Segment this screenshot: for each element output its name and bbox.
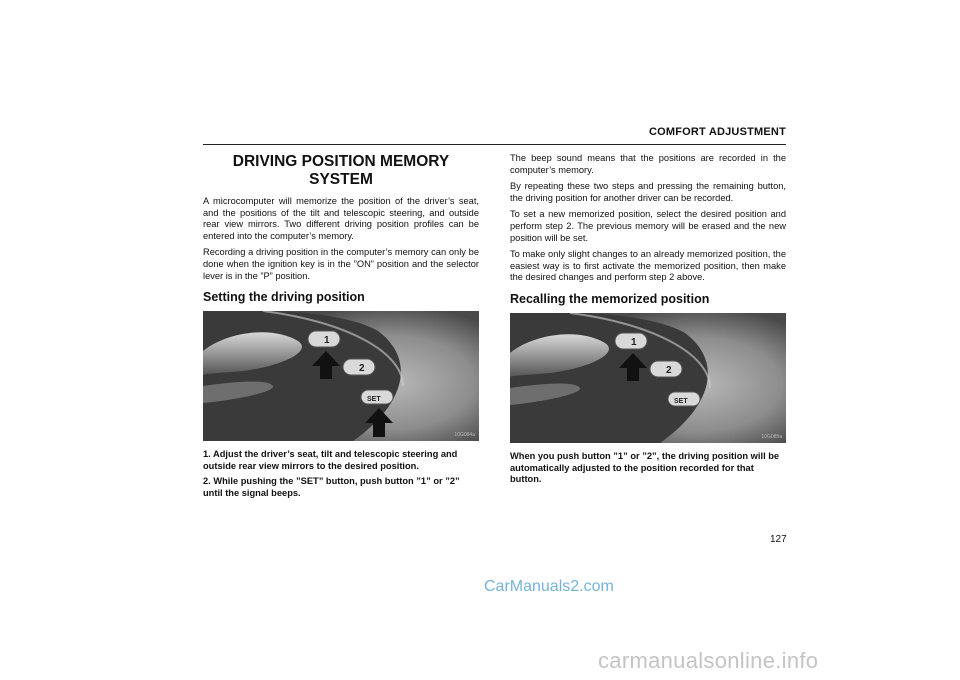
section-title: COMFORT ADJUSTMENT	[648, 126, 786, 138]
beep-paragraph: The beep sound means that the positions are recorded in the computer’s memory.	[510, 153, 786, 175]
intro-paragraph: A microcomputer will memorize the position of the driver’s seat, and the positions of the tilt and telescopic steering, and outside rear view mirrors. Two different driving position profiles can be entered into the computer’s memory.	[203, 196, 479, 241]
button-1-label: 1	[631, 336, 637, 348]
step-2: 2. While pushing the ”SET” button, push button ”1” or ”2” until the signal beeps.	[203, 476, 460, 498]
setting-figure	[203, 311, 479, 441]
main-title-line2: SYSTEM	[309, 171, 373, 188]
recalling-heading: Recalling the memorized position	[510, 291, 710, 306]
page-header	[203, 124, 786, 145]
setting-heading: Setting the driving position	[203, 290, 365, 305]
recalling-figure	[510, 313, 786, 443]
footer-watermark: carmanualsonline.info	[598, 648, 819, 673]
slight-changes-paragraph: To make only slight changes to an already memorized position, the easiest way is to first activate the memorized position, then make the desired changes and perform step 2 above.	[510, 249, 786, 283]
button-1-label: 1	[324, 335, 330, 347]
main-title-line1: DRIVING POSITION MEMORY	[232, 153, 450, 170]
door-panel-illustration	[510, 313, 786, 443]
recording-paragraph: Recording a driving position in the computer’s memory can only be done when the ignition key is in the ”ON” position and the selector lever is in the ”P” position.	[203, 247, 479, 281]
set-button-label: SET	[367, 396, 381, 404]
new-position-paragraph: To set a new memorized position, select the desired position and perform step 2. The previous memory will be erased and the new position will be set.	[510, 209, 786, 243]
carmanuals2-watermark-link[interactable]: CarManuals2.com	[484, 578, 614, 595]
button-2-label: 2	[666, 364, 672, 376]
figure-code: 10G085a	[761, 433, 782, 440]
left-column	[203, 153, 479, 504]
recall-caption: When you push button ”1” or ”2”, the driving position will be automatically adjusted to the position recorded for that button.	[510, 450, 780, 485]
button-2-label: 2	[359, 363, 365, 375]
repeat-paragraph: By repeating these two steps and pressing the remaining button, the driving position for another driver can be recorded.	[510, 181, 786, 203]
right-column	[510, 153, 786, 490]
step-1: 1. Adjust the driver’s seat, tilt and telescopic steering and outside rear view mirrors to the desired position.	[203, 449, 458, 471]
figure-code: 10G084a	[454, 432, 475, 439]
page-number: 127	[770, 534, 787, 545]
door-panel-illustration	[203, 311, 479, 441]
main-title	[203, 153, 479, 189]
set-button-label: SET	[674, 397, 688, 405]
